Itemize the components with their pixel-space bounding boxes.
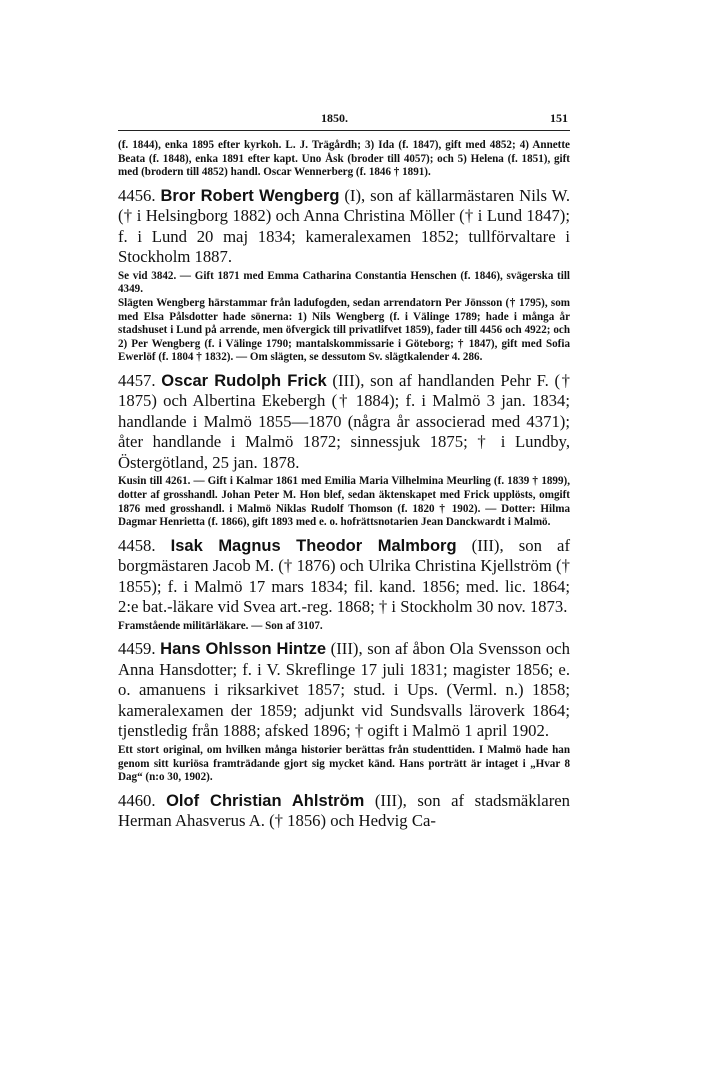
entry-body — [118, 639, 570, 742]
page-header — [118, 108, 570, 131]
entry-text: (III), son af stadsmäklaren Herman Ahasverus A. († 1856) och Hedvig Ca- — [118, 790, 571, 831]
book-page — [118, 108, 570, 832]
entry-text: (III), son af åbon Ola Svensson och Anna Hansdotter; f. i V. Skreflinge 17 juli 1831; magister 1856; e. o. amanuens i riksarkivet 1857; stud. i Ups. (Verml. n.) 1858; kameralexamen der 1859; adjunkt vid Sundsvalls läroverk 1864; tjenstledig från 1888; afsked 1896; † ogift i Malmö 1 april 1902. — [118, 639, 571, 741]
entry-number: 4456. — [118, 185, 156, 205]
entry-note: Kusin till 4261. — Gift i Kalmar 1861 med Emilia Maria Vilhelmina Meurling (f. 1839 † 1899), dotter af grosshandl. Johan Peter M. Hon blef, sedan äktenskapet med Frick upplösts, omgift 1876 med grosshandl. i Malmö Niklas Rudolf Thomson (f. 1820 † 1902). — Dotter: Hilma Dagmar Henrietta (f. 1866), gift 1893 med e. o. hofrättsnotarien Jean Danckwardt i Malmö. — [118, 475, 570, 529]
entry-text: (III), son af handlanden Pehr F. († 1875) och Albertina Ekebergh († 1884); f. i Malmö 3 jan. 1834; handlande i Malmö 1855—1870 (några år associerad med 4371); åter handlande i Malmö 1872; sinnessjuk 1875; † i Lundby, Östergötland, 25 jan. 1878. — [118, 370, 570, 472]
page-content — [118, 131, 570, 832]
continued-entry-text: (f. 1844), enka 1895 efter kyrkoh. L. J. Trägårdh; 3) Ida (f. 1847), gift med 4852; 4) Annette Beata (f. 1848), enka 1891 efter kapt. Uno Åsk (broder till 4057); och 5) Helena (f. 1851), gift med (brodern till 4852) handl. Oscar Wennerberg (f. 1846 † 1891). — [118, 139, 570, 179]
running-head-year: 1850. — [321, 111, 348, 125]
entry-body — [118, 371, 570, 474]
page-number: 151 — [550, 111, 568, 125]
entry-body — [118, 791, 570, 832]
entry-note: Ett stort original, om hvilken många historier berättas från studenttiden. I Malmö hade han genom sitt kuriösa framträdande gjort sig mycket känd. Hans porträtt är intaget i „Hvar 8 Dag“ (n:o 30, 1902). — [118, 743, 570, 784]
entry-number: 4460. — [118, 790, 156, 810]
entry-name: Olof Christian Ahlström — [166, 791, 365, 810]
entry-body — [118, 536, 570, 618]
entry-note: Slägten Wengberg härstammar från ladufogden, sedan arrendatorn Per Jönsson († 1795), som med Elsa Pålsdotter hade sönerna: 1) Nils Wengberg (f. i Välinge 1789; hade i många år stadshuset i Lund på arrende, men öfvergick till privatlifvet 1859), fader till 4456 och 4922; och 2) Per Wengberg (f. i Välinge 1790; mantalskommissarie i Göteborg; † 1847), gift med Sofia Ewerlöf (f. 1804 † 1832). — Om slägten, se dessutom Sv. slägtkalender 4. 286. — [118, 296, 570, 364]
entry-text: (III), son af borgmästaren Jacob M. († 1876) och Ulrika Christina Kjellström († 1855); f. i Malmö 17 mars 1834; fil. kand. 1856; med. lic. 1864; 2:e bat.-läkare vid Svea art.-reg. 1868; † i Stockholm 30 nov. 1873. — [118, 535, 571, 617]
biography-entry — [118, 639, 570, 784]
entry-note: Se vid 3842. — Gift 1871 med Emma Catharina Constantia Henschen (f. 1846), svägerska till 4349. — [118, 269, 570, 296]
biography-entry — [118, 536, 570, 634]
biography-entry — [118, 186, 570, 365]
entry-body — [118, 186, 570, 268]
entry-text: (I), son af källarmästaren Nils W. († i Helsingborg 1882) och Anna Christina Möller († i Lund 1847); f. i Lund 20 maj 1834; kameralexamen 1852; tullförvaltare i Stockholm 1887. — [118, 185, 570, 267]
entry-name: Oscar Rudolph Frick — [161, 371, 327, 390]
entry-name: Hans Ohlsson Hintze — [160, 640, 327, 659]
entry-note: Framstående militärläkare. — Son af 3107. — [118, 619, 323, 632]
entry-number: 4459. — [118, 639, 156, 659]
entry-name: Bror Robert Wengberg — [160, 186, 340, 205]
entry-number: 4457. — [118, 370, 156, 390]
biography-entry — [118, 791, 570, 832]
entry-name: Isak Magnus Theodor Malmborg — [170, 536, 457, 555]
entry-number: 4458. — [118, 535, 156, 555]
biography-entry — [118, 371, 570, 530]
